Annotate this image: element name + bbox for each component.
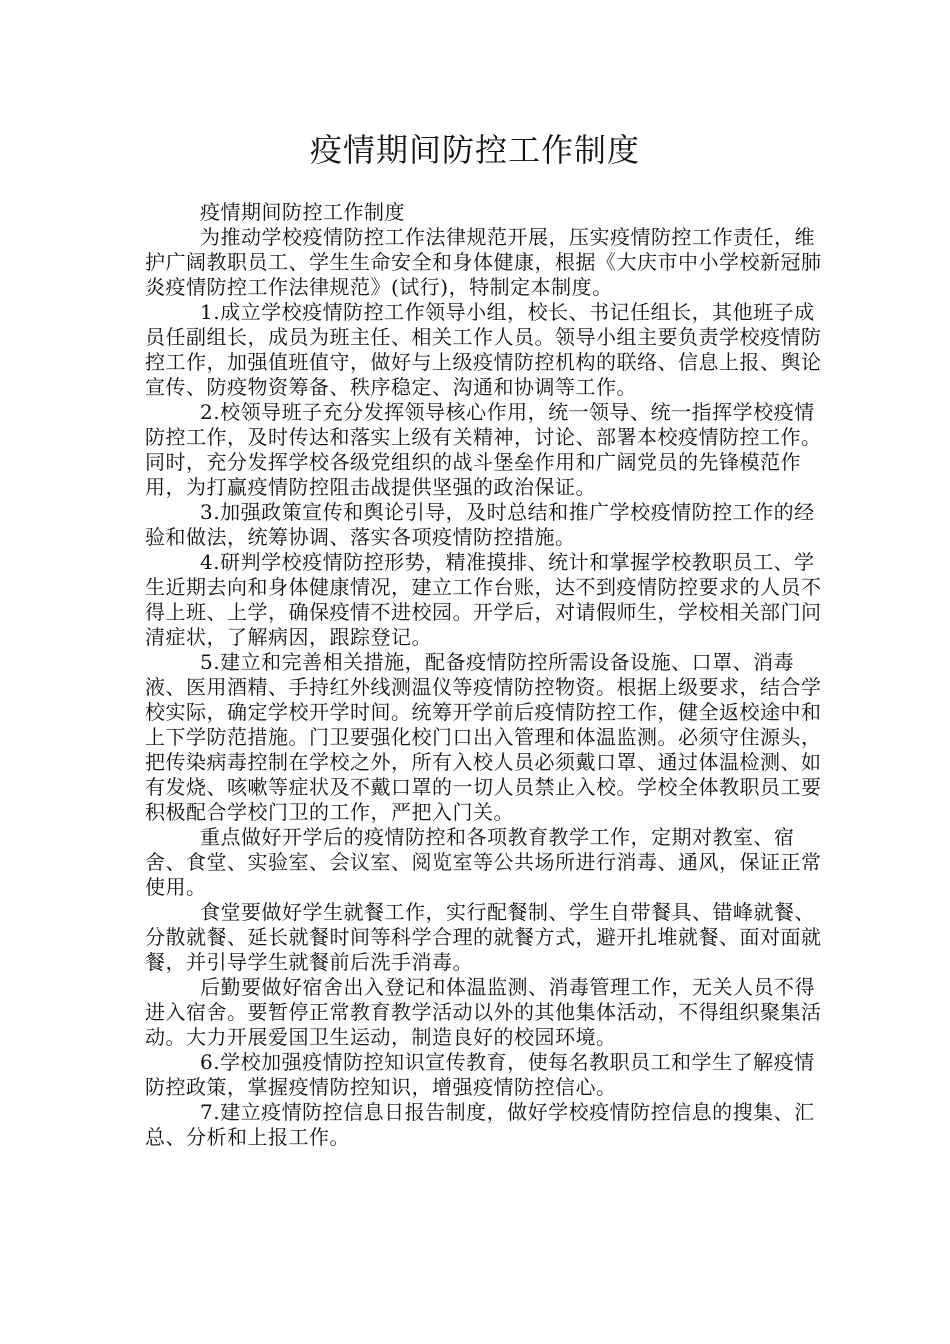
paragraph-disinfection: 重点做好开学后的疫情防控和各项教育教学工作，定期对教室、宿舍、食堂、实验室、会议室、阅览室等公共场所进行消毒、通风，保证正常使用。 bbox=[145, 825, 822, 899]
paragraph-item-3: 3.加强政策宣传和舆论引导，及时总结和推广学校疫情防控工作的经验和做法，统筹协调、落实各项疫情防控措施。 bbox=[145, 500, 815, 549]
document-body bbox=[145, 200, 825, 1150]
paragraph-item-1: 1.成立学校疫情防控工作领导小组，校长、书记任组长，其他班子成员任副组长，成员为班主任、相关工作人员。领导小组主要负责学校疫情防控工作，加强值班值守，做好与上级疫情防控机构的联络、信息上报、舆论宣传、防疫物资筹备、秩序稳定、沟通和协调等工作。 bbox=[145, 300, 822, 399]
paragraph-item-6: 6.学校加强疫情防控知识宣传教育，使每名教职员工和学生了解疫情防控政策，掌握疫情防控知识，增强疫情防控信心。 bbox=[145, 1050, 815, 1099]
paragraph-item-5: 5.建立和完善相关措施，配备疫情防控所需设备设施、口罩、消毒液、医用酒精、手持红外线测温仪等疫情防控物资。根据上级要求，结合学校实际，确定学校开学时间。统筹开学前后疫情防控工作，健全返校途中和上下学防范措施。门卫要强化校门口出入管理和体温监测。必须守住源头，把传染病毒控制在学校之外，所有入校人员必须戴口罩、通过体温检测、如有发烧、咳嗽等症状及不戴口罩的一切人员禁止入校。学校全体教职员工要积极配合学校门卫的工作，严把入门关。 bbox=[145, 650, 822, 824]
paragraph-item-2: 2.校领导班子充分发挥领导核心作用，统一领导、统一指挥学校疫情防控工作，及时传达和落实上级有关精神，讨论、部署本校疫情防控工作。同时，充分发挥学校各级党组织的战斗堡垒作用和广阔党员的先锋模范作用，为打赢疫情防控阻击战提供坚强的政治保证。 bbox=[145, 400, 822, 499]
paragraph-intro: 为推动学校疫情防控工作法律规范开展，压实疫情防控工作责任，维护广阔教职员工、学生生命安全和身体健康，根据《大庆市中小学校新冠肺炎疫情防控工作法律规范》(试行)，特制定本制度。 bbox=[145, 225, 822, 299]
paragraph-item-4: 4.研判学校疫情防控形势，精准摸排、统计和掌握学校教职员工、学生近期去向和身体健康情况，建立工作台账，达不到疫情防控要求的人员不得上班、上学，确保疫情不进校园。开学后，对请假师生，学校相关部门问清症状，了解病因，跟踪登记。 bbox=[145, 550, 822, 649]
document-title: 疫情期间防控工作制度 bbox=[309, 131, 640, 169]
paragraph-item-7: 7.建立疫情防控信息日报告制度，做好学校疫情防控信息的搜集、汇总、分析和上报工作。 bbox=[145, 1100, 815, 1149]
paragraph-canteen: 食堂要做好学生就餐工作，实行配餐制、学生自带餐具、错峰就餐、分散就餐、延长就餐时间等科学合理的就餐方式，避开扎堆就餐、面对面就餐，并引导学生就餐前后洗手消毒。 bbox=[145, 900, 822, 974]
paragraph-logistics: 后勤要做好宿舍出入登记和体温监测、消毒管理工作，无关人员不得进入宿舍。要暂停正常教育教学活动以外的其他集体活动，不得组织聚集活动。大力开展爱国卫生运动，制造良好的校园环境。 bbox=[145, 975, 822, 1049]
paragraph-subtitle: 疫情期间防控工作制度 bbox=[200, 200, 405, 224]
